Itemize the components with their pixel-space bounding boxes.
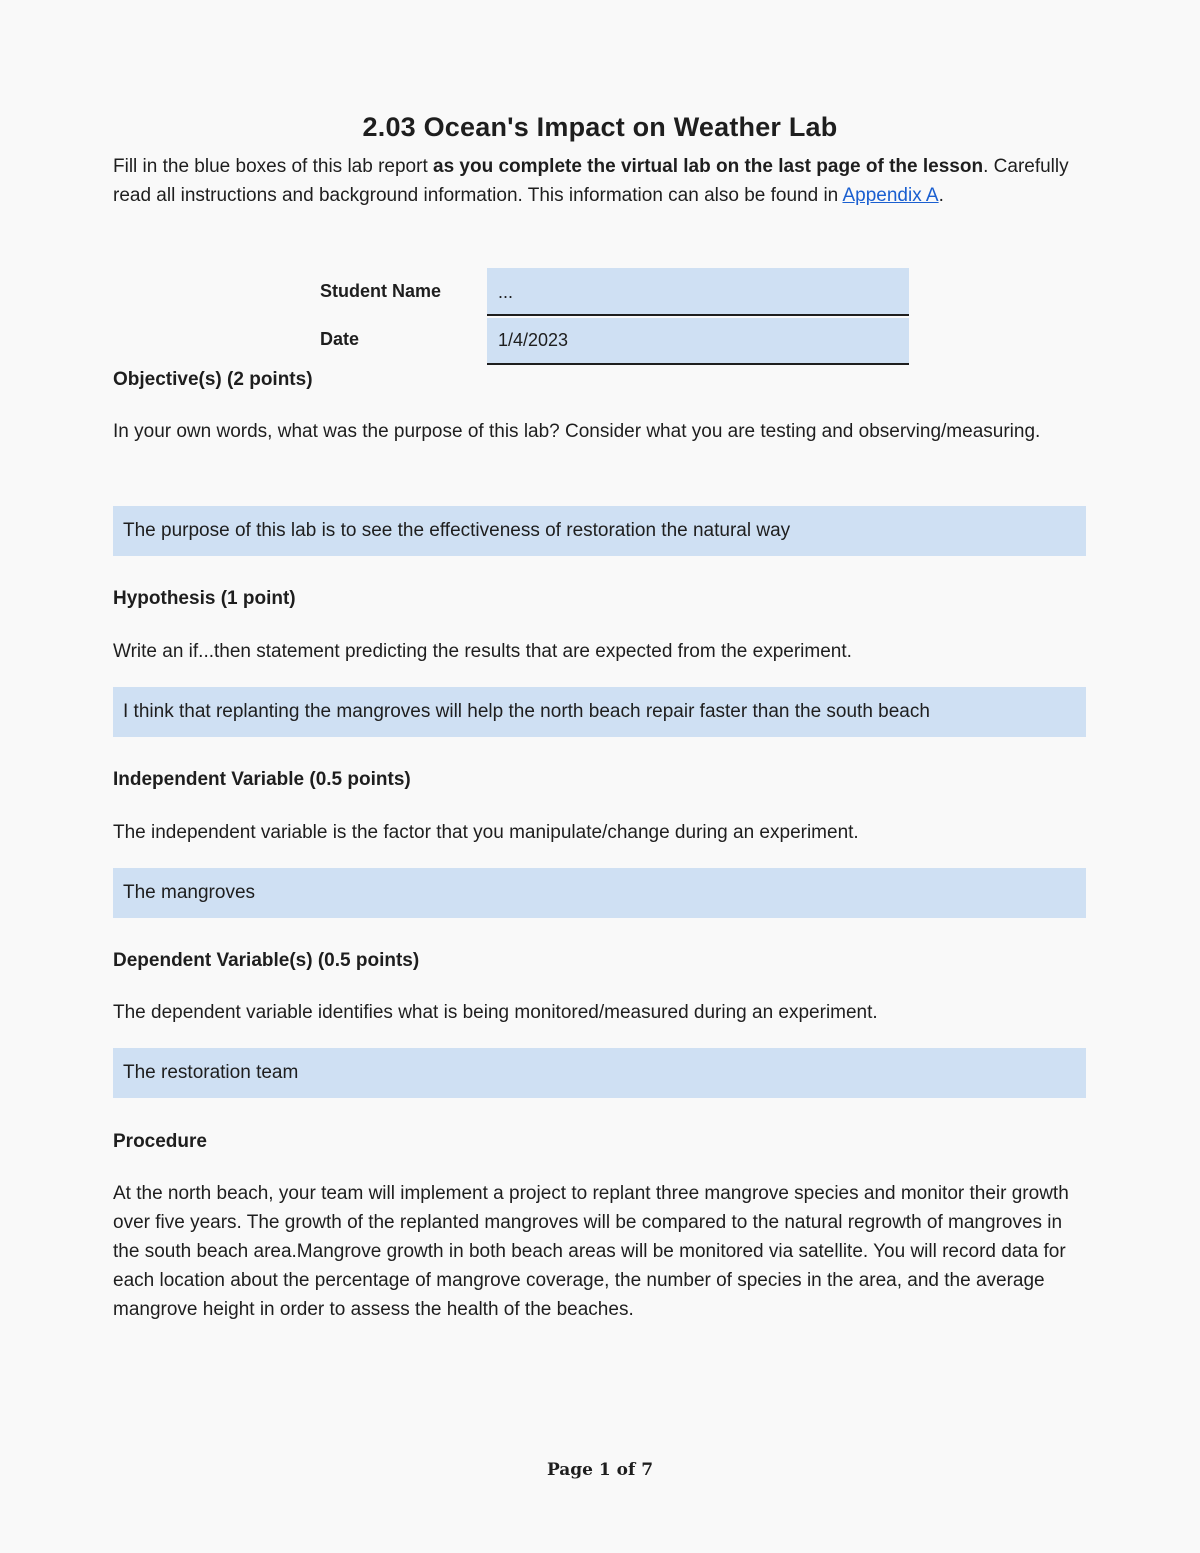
intro-bold-text: as you complete the virtual lab on the last page of the lesson: [433, 156, 984, 177]
intro-paragraph: [113, 152, 1093, 210]
student-name-value: ...: [498, 282, 514, 302]
hypothesis-prompt: Write an if...then statement predicting the results that are expected from the experiment.: [113, 641, 852, 662]
appendix-a-link[interactable]: Appendix A: [842, 185, 939, 206]
independent-variable-heading: Independent Variable (0.5 points): [113, 769, 411, 790]
student-name-label: Student Name: [320, 281, 442, 301]
procedure-text: At the north beach, your team will implement a project to replant three mangrove species and monitor their growth over five years. The growth of the replanted mangroves will be compared to the natural regrowth of mangroves in the south beach area.Mangrove growth in both beach areas will be monitored via satellite. You will record data for each location about the percentage of mangrove coverage, the number of species in the area, and the average mangrove height in order to assess the health of the beaches.: [113, 1183, 1069, 1320]
date-value: 1/4/2023: [498, 330, 569, 350]
procedure-heading: Procedure: [113, 1131, 207, 1152]
intro-text-end: .: [938, 185, 944, 206]
dependent-variable-prompt: The dependent variable identifies what is being monitored/measured during an experiment.: [113, 1002, 878, 1023]
independent-variable-answer-box[interactable]: The mangroves: [113, 868, 1086, 918]
independent-variable-prompt: The independent variable is the factor that you manipulate/change during an experiment.: [113, 822, 859, 843]
objective-prompt: In your own words, what was the purpose of this lab? Consider what you are testing and observing/measuring.: [113, 421, 1041, 442]
student-name-field[interactable]: [487, 268, 909, 316]
date-field[interactable]: [487, 318, 909, 365]
page-number: Page 1 of 7: [546, 1460, 654, 1480]
intro-text: Fill in the blue boxes of this lab report: [113, 156, 434, 177]
dependent-variable-answer-box[interactable]: The restoration team: [113, 1048, 1086, 1098]
hypothesis-heading: Hypothesis (1 point): [113, 588, 296, 609]
date-label: Date: [320, 329, 360, 349]
dependent-variable-heading: Dependent Variable(s) (0.5 points): [113, 950, 420, 971]
hypothesis-answer-box[interactable]: I think that replanting the mangroves will help the north beach repair faster than the south beach: [113, 687, 1086, 737]
objective-answer-box[interactable]: The purpose of this lab is to see the effectiveness of restoration the natural way: [113, 506, 1086, 556]
objective-heading: Objective(s) (2 points): [113, 369, 313, 390]
intro-text-after: . Carefully read all instructions and background information. This information can also be found in: [113, 156, 1069, 206]
page-title: 2.03 Ocean's Impact on Weather Lab: [362, 112, 838, 142]
